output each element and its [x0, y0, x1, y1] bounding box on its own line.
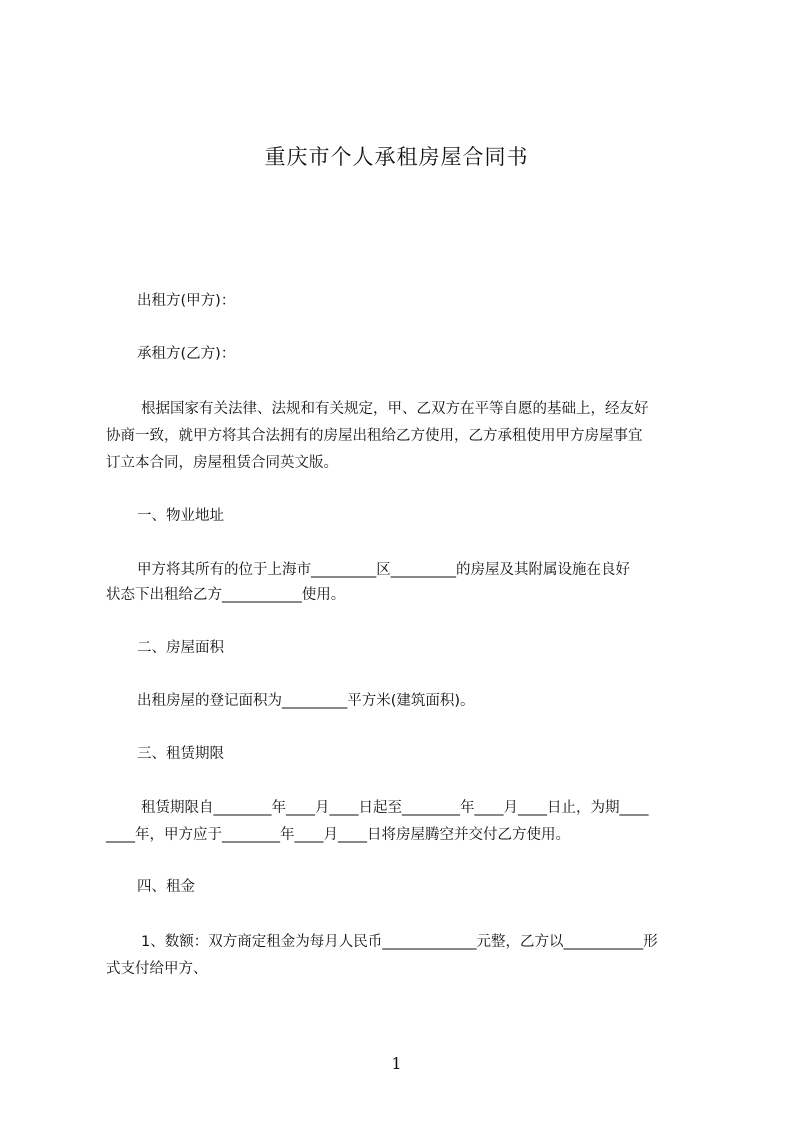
lessee-label: 承租方(乙方)：: [137, 346, 236, 362]
area-line: 出租房屋的登记面积为_________平方米(建筑面积)。: [137, 693, 475, 709]
section-heading-rent: 四、租金: [137, 879, 195, 895]
rent-line-1: 1、数额：双方商定租金为每月人民币_____________元整，乙方以___________形: [141, 934, 658, 950]
lessor-label: 出租方(甲方)：: [137, 293, 236, 309]
section-heading-area: 二、房屋面积: [137, 640, 224, 656]
page-number: 1: [391, 1054, 402, 1073]
section-heading-address: 一、物业地址: [137, 508, 224, 524]
preamble-line-3: 订立本合同，房屋租赁合同英文版。: [106, 455, 338, 471]
preamble-line-2: 协商一致，就甲方将其合法拥有的房屋出租给乙方使用，乙方承租使用甲方房屋事宜: [106, 428, 643, 444]
section-heading-term: 三、租赁期限: [137, 746, 224, 762]
rent-line-2: 式支付给甲方、: [106, 961, 208, 977]
address-line-1: 甲方将其所有的位于上海市_________区_________的房屋及其附属设施在良好: [137, 562, 630, 578]
address-line-2: 状态下出租给乙方___________使用。: [106, 587, 346, 603]
term-line-2: ____年，甲方应于________年____月____日将房屋腾空并交付乙方使用。: [106, 827, 570, 843]
document-title: 重庆市个人承租房屋合同书: [264, 145, 529, 169]
preamble-line-1: 根据国家有关法律、法规和有关规定，甲、乙双方在平等自愿的基础上，经友好: [141, 401, 649, 417]
term-line-1: 租赁期限自________年____月____日起至________年____月____日止，为期____: [141, 800, 649, 816]
